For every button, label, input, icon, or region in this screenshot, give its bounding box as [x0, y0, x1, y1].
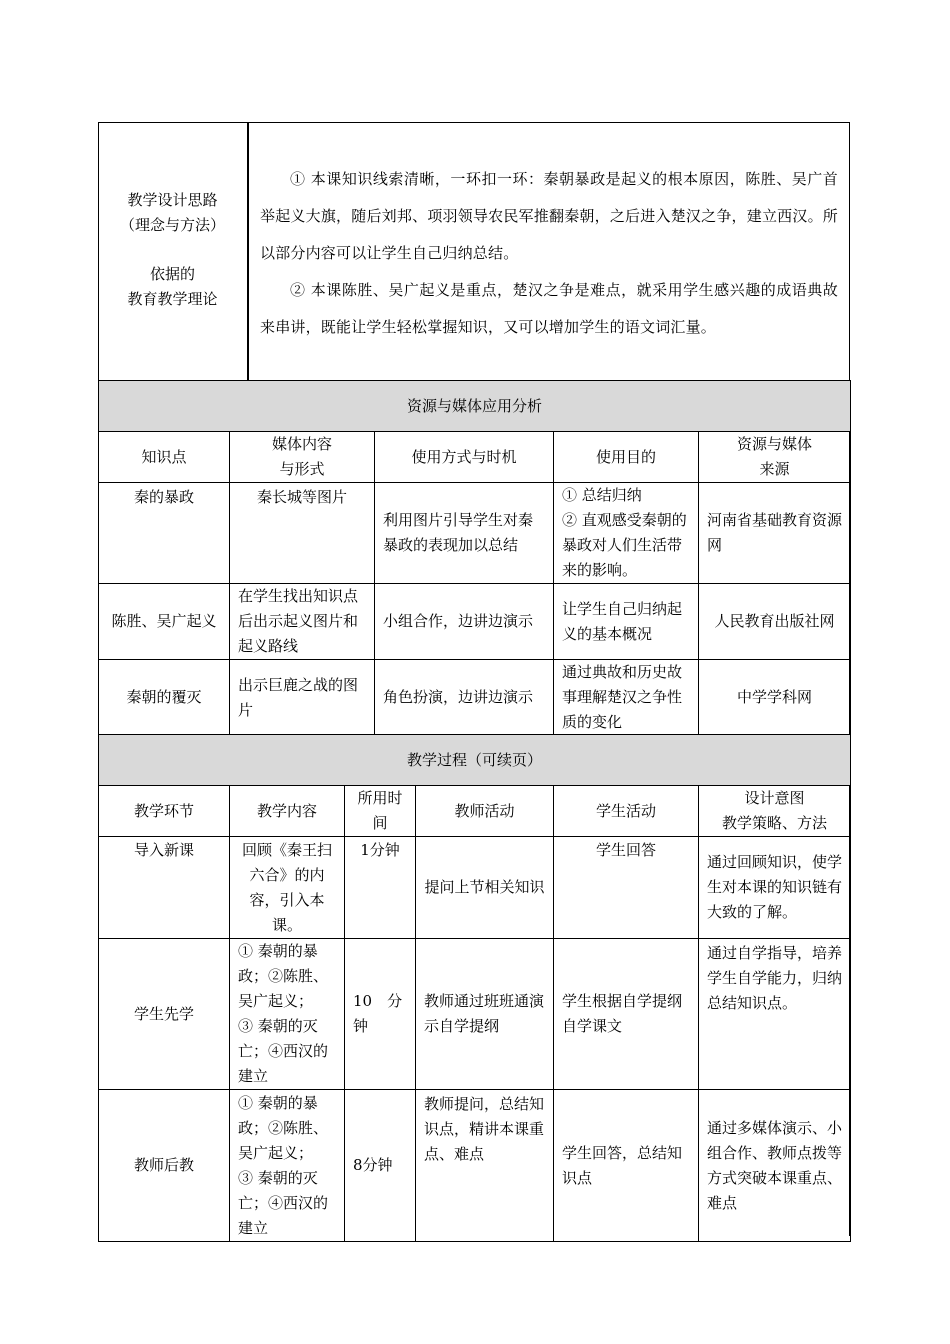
- media-cell: 让学生自己归纳起义的基本概况: [554, 584, 699, 660]
- media-cell: 中学学科网: [699, 660, 851, 736]
- process-header-cell: 所用时间: [345, 786, 416, 837]
- process-cell: 学生先学: [99, 939, 230, 1090]
- media-row: [99, 660, 851, 736]
- process-header-cell: 设计意图 教学策略、方法: [699, 786, 851, 837]
- process-cell: 10 分钟: [345, 939, 416, 1090]
- media-cell: 人民教育出版社网: [699, 584, 851, 660]
- media-cell: 利用图片引导学生对秦暴政的表现加以总结: [375, 483, 554, 584]
- media-cell: 秦长城等图片: [230, 483, 375, 584]
- media-row: [99, 483, 851, 584]
- process-cell: 通过自学指导，培养学生自学能力，归纳总结知识点。: [699, 939, 851, 1090]
- process-row: [99, 1090, 851, 1242]
- process-header-cell: 教师活动: [416, 786, 554, 837]
- design-inner-divider: [248, 122, 251, 380]
- design-paragraph: ② 本课陈胜、吴广起义是重点，楚汉之争是难点，就采用学生感兴趣的成语典故来串讲，既能让学生轻松掌握知识，又可以增加学生的语文词汇量。: [260, 281, 838, 336]
- design-label-line: 教学设计思路: [127, 191, 218, 209]
- process-row: [99, 939, 851, 1090]
- media-header-cell: 媒体内容 与形式: [230, 432, 375, 483]
- process-header-row: [99, 786, 851, 837]
- media-header-cell: 知识点: [99, 432, 230, 483]
- process-cell: 通过多媒体演示、小组合作、教师点拨等方式突破本课重点、难点: [699, 1090, 851, 1242]
- process-cell: ① 秦朝的暴政；②陈胜、吴广起义； ③ 秦朝的灭亡；④西汉的建立: [230, 939, 345, 1090]
- design-label-line: 教育教学理论: [127, 290, 218, 308]
- process-cell: 学生回答: [554, 837, 699, 939]
- design-label-group-2: [98, 262, 247, 312]
- media-row: [99, 584, 851, 660]
- process-header-cell: 教学环节: [99, 786, 230, 837]
- design-label-line: （理念与方法）: [119, 216, 225, 234]
- process-row: [99, 837, 851, 939]
- process-cell: 学生根据自学提纲自学课文: [554, 939, 699, 1090]
- media-cell: 秦的暴政: [99, 483, 230, 584]
- media-header-cell: 资源与媒体 来源: [699, 432, 851, 483]
- media-cell: 出示巨鹿之战的图片: [230, 660, 375, 736]
- media-header-cell: 使用目的: [554, 432, 699, 483]
- process-cell: 学生回答，总结知识点: [554, 1090, 699, 1242]
- design-content: [260, 161, 838, 346]
- design-paragraph: ① 本课知识线索清晰，一环扣一环：秦朝暴政是起义的根本原因，陈胜、吴广首举起义大旗，随后刘邦、项羽领导农民军推翻秦朝，之后进入楚汉之争，建立西汉。所以部分内容可以让学生自己归纳总结。: [260, 170, 838, 262]
- process-cell: 教师后教: [99, 1090, 230, 1242]
- media-title: 资源与媒体应用分析: [99, 381, 851, 432]
- design-label-cell: [98, 122, 248, 380]
- process-cell: 教师通过班班通演示自学提纲: [416, 939, 554, 1090]
- process-table: [98, 734, 851, 1242]
- process-header-cell: 学生活动: [554, 786, 699, 837]
- design-section: [98, 122, 850, 380]
- media-header-row: [99, 432, 851, 483]
- media-cell: 陈胜、吴广起义: [99, 584, 230, 660]
- media-cell: 角色扮演，边讲边演示: [375, 660, 554, 736]
- process-cell: 1分钟: [345, 837, 416, 939]
- process-cell: 8分钟: [345, 1090, 416, 1242]
- media-cell: 在学生找出知识点后出示起义图片和起义路线: [230, 584, 375, 660]
- process-cell: 导入新课: [99, 837, 230, 939]
- process-header-cell: 教学内容: [230, 786, 345, 837]
- media-title-row: [99, 381, 851, 432]
- media-header-cell: 使用方式与时机: [375, 432, 554, 483]
- media-cell: ① 总结归纳 ② 直观感受秦朝的暴政对人们生活带来的影响。: [554, 483, 699, 584]
- media-cell: 小组合作，边讲边演示: [375, 584, 554, 660]
- design-label-group-1: [98, 188, 247, 238]
- media-cell: 河南省基础教育资源网: [699, 483, 851, 584]
- media-cell: 通过典故和历史故事理解楚汉之争性质的变化: [554, 660, 699, 736]
- process-title-row: [99, 735, 851, 786]
- process-cell: 通过回顾知识，使学生对本课的知识链有大致的了解。: [699, 837, 851, 939]
- process-cell: 教师提问，总结知识点，精讲本课重点、难点: [416, 1090, 554, 1242]
- process-title: 教学过程（可续页）: [99, 735, 851, 786]
- media-table: [98, 380, 851, 736]
- media-cell: 秦朝的覆灭: [99, 660, 230, 736]
- process-cell: 回顾《秦王扫六合》的内容，引入本课。: [230, 837, 345, 939]
- process-cell: ① 秦朝的暴政；②陈胜、吴广起义； ③ 秦朝的灭亡；④西汉的建立: [230, 1090, 345, 1242]
- design-label-line: 依据的: [149, 265, 195, 283]
- process-cell: 提问上节相关知识: [416, 837, 554, 939]
